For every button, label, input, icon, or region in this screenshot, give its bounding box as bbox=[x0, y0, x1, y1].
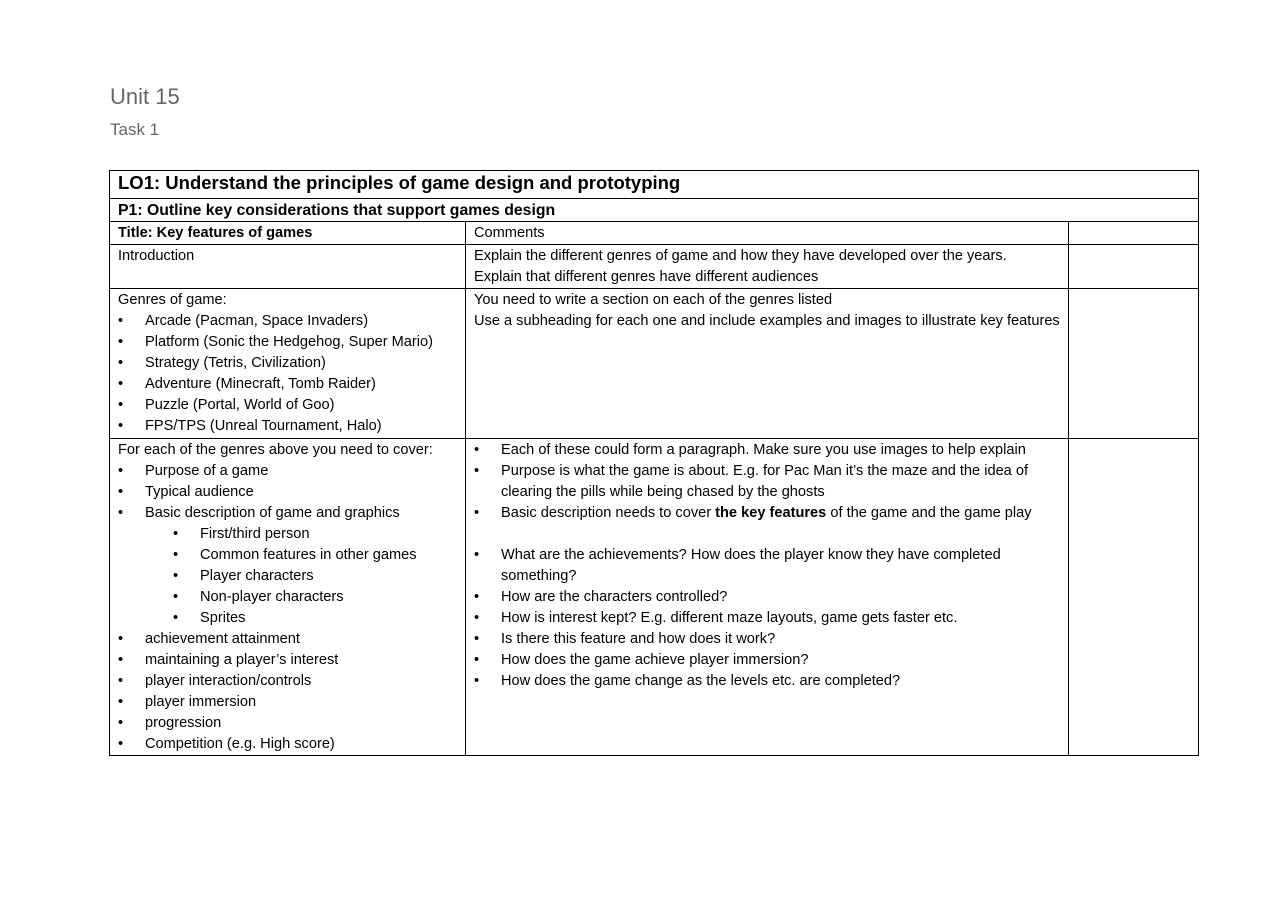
list-item: • FPS/TPS (Unreal Tournament, Halo) bbox=[118, 416, 457, 437]
list-item: • maintaining a player’s interest bbox=[118, 650, 457, 671]
assignment-table bbox=[109, 170, 1199, 756]
cover-heading: For each of the genres above you need to cover: bbox=[118, 442, 433, 458]
genres-cell bbox=[110, 289, 466, 439]
criteria-heading: P1: Outline key considerations that support games design bbox=[110, 199, 1199, 222]
list-item: • Basic description of game and graphics bbox=[118, 503, 457, 524]
list-item: • Purpose of a game bbox=[118, 461, 457, 482]
header-row bbox=[110, 222, 1199, 245]
list-item: • Typical audience bbox=[118, 482, 457, 503]
list-item: • What are the achievements? How does the player know they have completed something? bbox=[474, 545, 1060, 587]
list-item: • Adventure (Minecraft, Tomb Raider) bbox=[118, 374, 457, 395]
genres-extra-cell bbox=[1069, 289, 1199, 439]
list-item bbox=[474, 503, 1060, 524]
list-item: • How is interest kept? E.g. different maze layouts, game gets faster etc. bbox=[474, 608, 1060, 629]
unit-title: Unit 15 bbox=[110, 84, 180, 109]
cover-comments bbox=[466, 439, 1069, 756]
list-item: • Arcade (Pacman, Space Invaders) bbox=[118, 311, 457, 332]
list-item: • Common features in other games bbox=[118, 545, 457, 566]
list-item: • How does the game achieve player immersion? bbox=[474, 650, 1060, 671]
list-item: • Non-player characters bbox=[118, 587, 457, 608]
lo-row bbox=[110, 171, 1199, 199]
intro-label: Introduction bbox=[110, 245, 466, 289]
list-item: • progression bbox=[118, 713, 457, 734]
list-item: • achievement attainment bbox=[118, 629, 457, 650]
intro-row bbox=[110, 245, 1199, 289]
genres-comments bbox=[466, 289, 1069, 439]
genres-heading: Genres of game: bbox=[118, 292, 227, 308]
list-item: • Is there this feature and how does it work? bbox=[474, 629, 1060, 650]
genres-comment-line: You need to write a section on each of the genres listed bbox=[474, 292, 833, 308]
list-item: • How are the characters controlled? bbox=[474, 587, 1060, 608]
comments-column-header: Comments bbox=[466, 222, 1069, 245]
task-title: Task 1 bbox=[110, 120, 160, 139]
list-item: • First/third person bbox=[118, 524, 457, 545]
list-item: • Player characters bbox=[118, 566, 457, 587]
list-item: • Competition (e.g. High score) bbox=[118, 734, 457, 755]
list-item: • player immersion bbox=[118, 692, 457, 713]
cover-list-a bbox=[118, 461, 457, 524]
comment-bold-text: the key features bbox=[715, 505, 827, 521]
list-item: • Purpose is what the game is about. E.g. for Pac Man it’s the maze and the idea of clearing the pills while being chased by the ghosts bbox=[474, 461, 1060, 503]
p1-row bbox=[110, 199, 1199, 222]
intro-comments bbox=[466, 245, 1069, 289]
comment-text: of the game and the game play bbox=[826, 505, 1032, 521]
cover-extra-cell bbox=[1069, 439, 1199, 756]
title-column-header: Title: Key features of games bbox=[110, 222, 466, 245]
comment-text: Basic description needs to cover bbox=[501, 505, 716, 521]
cover-cell bbox=[110, 439, 466, 756]
cover-row bbox=[110, 439, 1199, 756]
cover-comments-list-2 bbox=[474, 545, 1060, 692]
intro-comment-line: Explain that different genres have different audiences bbox=[474, 269, 819, 285]
genres-row bbox=[110, 289, 1199, 439]
learning-outcome-heading: LO1: Understand the principles of game design and prototyping bbox=[110, 171, 1199, 199]
list-item: • Puzzle (Portal, World of Goo) bbox=[118, 395, 457, 416]
cover-comments-list bbox=[474, 440, 1060, 524]
list-item: • player interaction/controls bbox=[118, 671, 457, 692]
list-item: • Each of these could form a paragraph. Make sure you use images to help explain bbox=[474, 440, 1060, 461]
list-item: • Sprites bbox=[118, 608, 457, 629]
intro-comment-line: Explain the different genres of game and how they have developed over the years. bbox=[474, 248, 1007, 264]
cover-sub-list bbox=[118, 524, 457, 629]
genres-list bbox=[118, 311, 457, 437]
cover-list-b bbox=[118, 629, 457, 755]
intro-extra-cell bbox=[1069, 245, 1199, 289]
list-item: • Strategy (Tetris, Civilization) bbox=[118, 353, 457, 374]
genres-comment-line: Use a subheading for each one and include examples and images to illustrate key features bbox=[474, 313, 1060, 329]
spacer bbox=[474, 524, 1060, 545]
list-item: • How does the game change as the levels etc. are completed? bbox=[474, 671, 1060, 692]
extra-column-header bbox=[1069, 222, 1199, 245]
list-item: • Platform (Sonic the Hedgehog, Super Mario) bbox=[118, 332, 457, 353]
